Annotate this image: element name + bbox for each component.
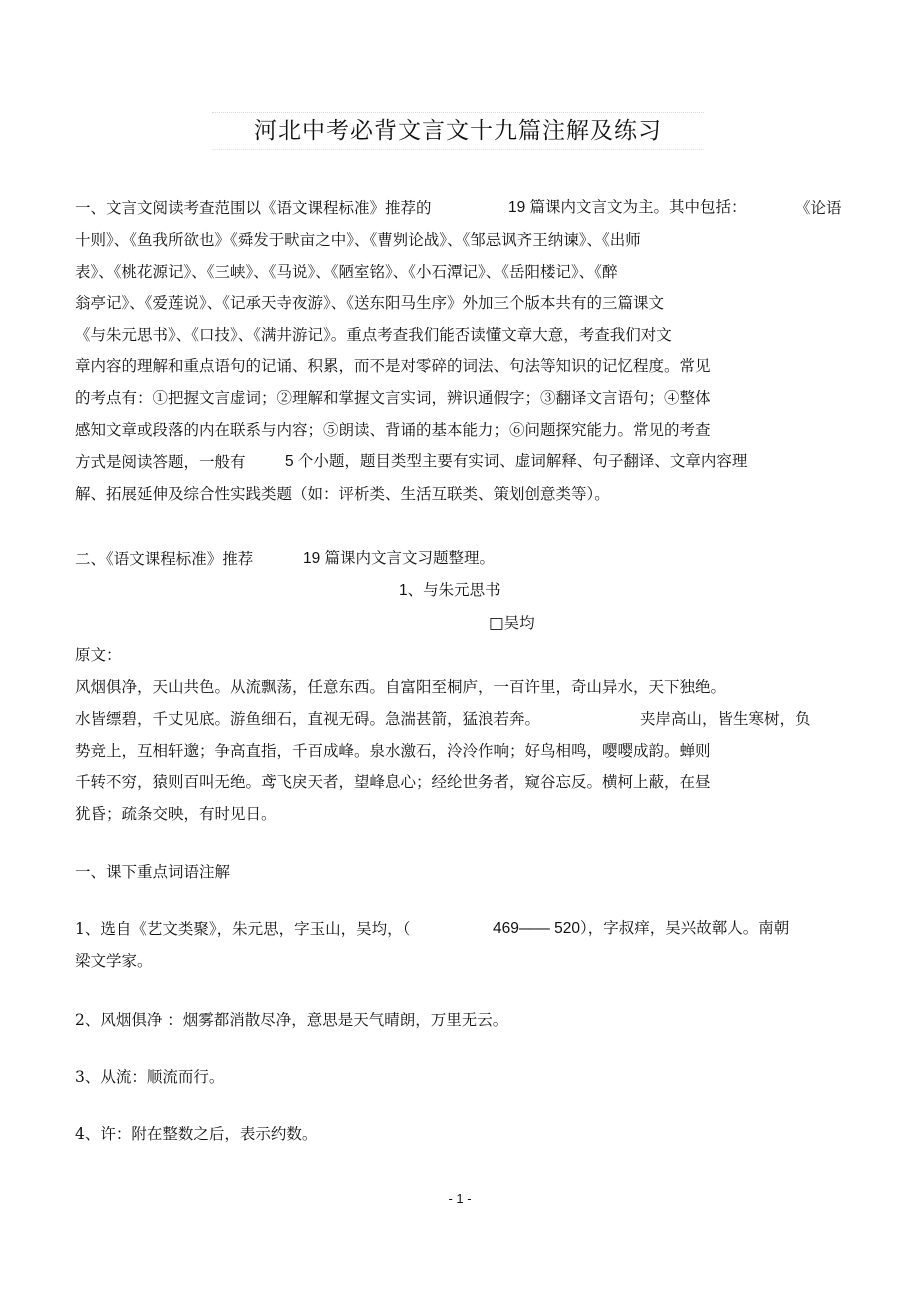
intro-line-6: 章内容的理解和重点语句的记诵、积累，而不是对零碎的词法、句法等知识的记忆程度。常见 [75, 357, 711, 375]
original-line-3: 势竞上，互相轩邈；争高直指，千百成峰。泉水激石，泠泠作响；好鸟相鸣，嘤嘤成韵。蝉则 [75, 742, 711, 760]
note-3: 3、从流：顺流而行。 [75, 1068, 225, 1086]
note-1-continued: 梁文学家。 [75, 952, 153, 970]
intro-line-9-b: 5 个小题，题目类型主要有实词、虚词解释、句子翻译、文章内容理 [285, 453, 748, 470]
intro-line-1-a: 一、文言文阅读考查范围以《语文课程标准》推荐的 [75, 199, 432, 217]
original-line-4: 千转不穷，猿则百叫无绝。鸢飞戾天者，望峰息心；经纶世务者，窥谷忘反。横柯上蔽，在昼 [75, 773, 711, 791]
section-two-a: 二、《语文课程标准》推荐 [75, 550, 254, 568]
original-line-2-b: 夹岸高山，皆生寒树，负 [640, 710, 811, 728]
note-1-a: 1、选自《艺文类聚》，朱元思，字玉山，吴均，（ [75, 920, 411, 938]
intro-line-1-b: 19 篇课内文言文为主。其中包括： [508, 199, 747, 216]
section-two-heading [75, 549, 496, 569]
text-heading: 1、与朱元思书 [399, 582, 501, 599]
notes-heading: 一、课下重点词语注解 [75, 863, 231, 881]
original-line-5: 犹昏；疏条交映，有时见日。 [75, 805, 277, 823]
intro-line-10: 解、拓展延伸及综合性实践类题（如：评析类、生活互联类、策划创意类等）。 [75, 485, 610, 503]
intro-line-9-a: 方式是阅读答题，一般有 [75, 453, 246, 471]
original-line-2-a: 水皆缥碧，千丈见底。游鱼细石，直视无碍。急湍甚箭，猛浪若奔。 [75, 710, 541, 728]
text-author: □吴均 [489, 614, 535, 632]
intro-line-2: 十则》、《鱼我所欲也》《舜发于畎亩之中》、《曹刿论战》、《邹忌讽齐王纳谏》、《出师 [75, 231, 641, 249]
note-1 [75, 919, 790, 939]
intro-line-1 [75, 198, 842, 218]
page-title: 河北中考必背文言文十九篇注解及练习 [212, 112, 704, 150]
original-line-2 [75, 709, 811, 729]
note-4: 4、许：附在整数之后，表示约数。 [75, 1125, 318, 1143]
intro-line-5: 《与朱元思书》、《口技》、《满井游记》。重点考查我们能否读懂文章大意，考查我们对文 [75, 326, 672, 344]
original-label: 原文： [75, 646, 122, 664]
page-number: - 1 - [448, 1191, 472, 1206]
original-line-1: 风烟俱净，天山共色。从流飘荡，任意东西。自富阳至桐庐，一百许里，奇山异水，天下独绝。 [75, 678, 727, 696]
intro-line-7: 的考点有：①把握文言虚词；②理解和掌握文言实词，辨识通假字；③翻译文言语句；④整体 [75, 389, 711, 407]
intro-line-1-c: 《论语 [795, 199, 842, 217]
section-two-b: 19 篇课内文言文习题整理。 [303, 550, 496, 567]
intro-line-3: 表》、《桃花源记》、《三峡》、《马说》、《陋室铭》、《小石潭记》、《岳阳楼记》、《醉 [75, 263, 618, 281]
note-1-b: 469—— 520），字叔痒，吴兴故鄣人。南朝 [493, 920, 790, 937]
intro-line-4: 翁亭记》、《爱莲说》、《记承天寺夜游》、《送东阳马生序》外加三个版本共有的三篇课文 [75, 294, 665, 312]
note-2: 2、风烟俱净 ：烟雾都消散尽净，意思是天气晴朗，万里无云。 [75, 1011, 509, 1029]
intro-line-8: 感知文章或段落的内在联系与内容；⑤朗读、背诵的基本能力；⑥问题探究能力。常见的考查 [75, 421, 711, 439]
intro-line-9 [75, 452, 748, 472]
